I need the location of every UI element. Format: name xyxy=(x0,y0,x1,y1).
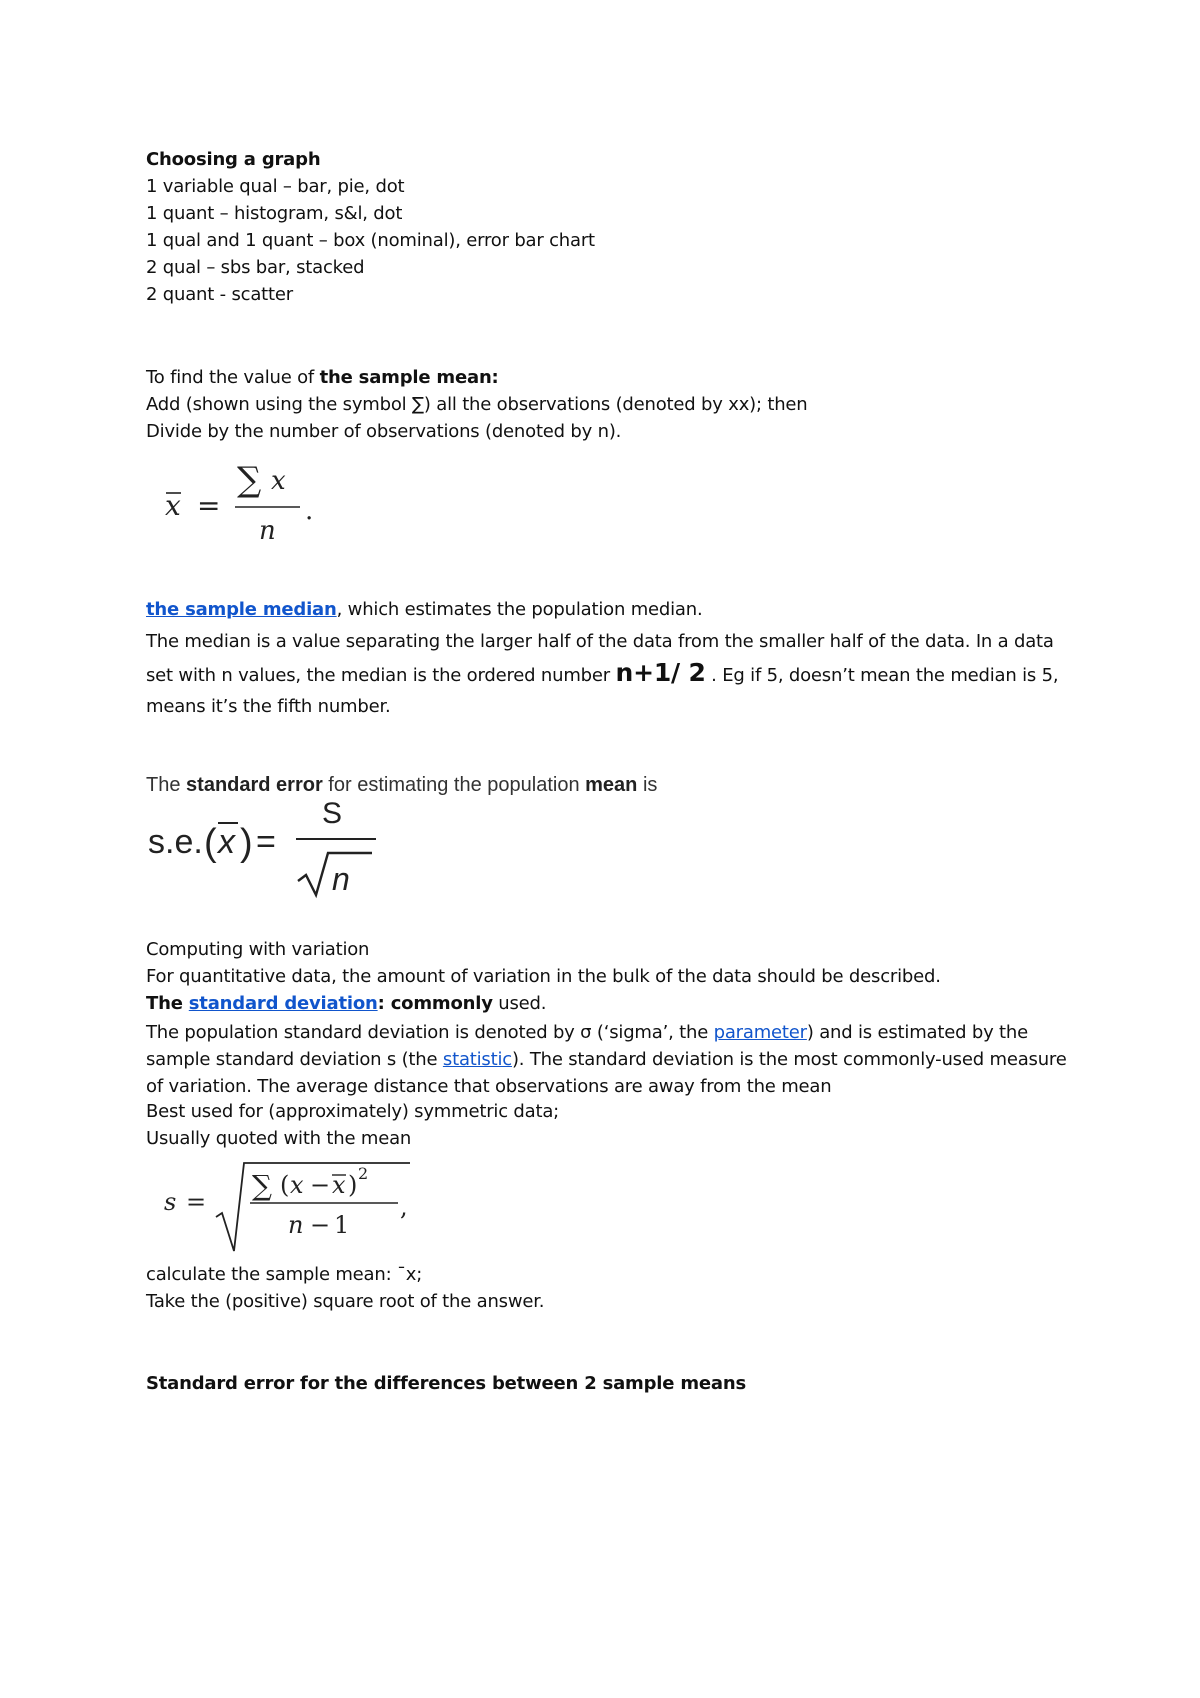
svg-text:−: − xyxy=(310,1171,331,1199)
median-paragraph xyxy=(146,626,1076,722)
stderr-bold-2: mean xyxy=(585,774,638,796)
median-after-link: , which estimates the population median. xyxy=(336,599,703,620)
final-heading: Standard error for the differences between 2 sample means xyxy=(146,1373,746,1394)
graph-line-1: 1 variable qual – bar, pie, dot xyxy=(146,176,405,197)
stderr-post: is xyxy=(637,774,658,796)
stderr-mid: for estimating the population xyxy=(322,774,586,796)
svg-text:=: = xyxy=(186,1188,207,1216)
svg-text:∑: ∑ xyxy=(237,460,262,500)
svg-text:1: 1 xyxy=(334,1211,350,1239)
best-used-line: Best used for (approximately) symmetric data; xyxy=(146,1101,560,1122)
population-sd-paragraph xyxy=(146,1019,1076,1100)
stderr-pre: The xyxy=(146,774,187,796)
svg-text:=: = xyxy=(197,489,221,522)
svg-text:S: S xyxy=(322,797,343,830)
svg-text:s.e.: s.e. xyxy=(148,823,203,861)
svg-text:(: ( xyxy=(204,822,217,864)
median-line xyxy=(146,598,703,622)
svg-text:,: , xyxy=(400,1193,408,1221)
median-formula-text: n+1/ 2 xyxy=(615,658,706,687)
sd-line xyxy=(146,992,546,1016)
variation-quant: For quantitative data, the amount of variation in the bulk of the data should be described. xyxy=(146,966,941,987)
mean-intro-bold: the sample mean: xyxy=(319,367,499,388)
svg-text:2: 2 xyxy=(358,1164,369,1183)
standard-error-formula xyxy=(146,795,406,905)
sample-median-link[interactable]: the sample median xyxy=(146,599,337,620)
svg-text:x: x xyxy=(290,1171,304,1199)
mean-intro xyxy=(146,366,499,390)
sd-post: used. xyxy=(492,993,547,1014)
svg-text:(: ( xyxy=(280,1171,290,1199)
stderr-bold-1: standard error xyxy=(186,774,323,796)
pop-post: ). The standard deviation is the most commonly-used measure of variation. The average distance that observations are away from the mean xyxy=(146,1049,1067,1097)
svg-text:): ) xyxy=(348,1171,358,1199)
stderr-line xyxy=(146,773,657,797)
graph-line-2: 1 quant – histogram, s&l, dot xyxy=(146,203,403,224)
parameter-link[interactable]: parameter xyxy=(713,1022,807,1043)
pop-pre: The population standard deviation is denoted by σ (‘sigma’, the xyxy=(146,1022,714,1043)
svg-text:): ) xyxy=(240,822,253,864)
median-para-1: The median is a value separating the larger half of the data from the smaller half of the data. In a data set with n values, the median is the ordered number xyxy=(146,631,1054,686)
variation-heading: Computing with variation xyxy=(146,939,370,960)
calc-mean-line: calculate the sample mean: ¯x; xyxy=(146,1264,423,1285)
sample-mean-formula xyxy=(155,455,355,555)
svg-text:n: n xyxy=(332,861,350,897)
svg-text:x: x xyxy=(332,1171,346,1199)
median-para-2: . Eg if 5, doesn’t mean the median is 5, means it’s the fifth number. xyxy=(146,665,1059,717)
mean-add: Add (shown using the symbol ∑) all the observations (denoted by xx); then xyxy=(146,394,808,415)
graph-line-5: 2 quant - scatter xyxy=(146,284,293,305)
svg-text:x: x xyxy=(165,489,181,522)
square-root-line: Take the (positive) square root of the answer. xyxy=(146,1291,545,1312)
svg-text:−: − xyxy=(310,1211,331,1239)
usually-quoted-line: Usually quoted with the mean xyxy=(146,1128,412,1149)
graph-heading: Choosing a graph xyxy=(146,149,321,170)
svg-text:∑: ∑ xyxy=(252,1169,272,1202)
svg-text:.: . xyxy=(305,496,314,526)
svg-text:n: n xyxy=(288,1211,304,1239)
svg-text:s: s xyxy=(164,1188,177,1216)
graph-line-4: 2 qual – sbs bar, stacked xyxy=(146,257,365,278)
svg-text:n: n xyxy=(259,516,276,546)
pop-mid: ) and is estimated by the sample standard deviation s (the xyxy=(146,1022,1028,1070)
sd-post-bold: : commonly xyxy=(377,993,493,1014)
svg-text:x: x xyxy=(218,823,235,861)
statistic-link[interactable]: statistic xyxy=(442,1049,512,1070)
svg-text:=: = xyxy=(256,823,276,861)
mean-divide: Divide by the number of observations (denoted by n). xyxy=(146,421,622,442)
mean-intro-text: To find the value of xyxy=(146,367,320,388)
graph-line-3: 1 qual and 1 quant – box (nominal), error bar chart xyxy=(146,230,595,251)
standard-deviation-formula xyxy=(160,1155,430,1255)
svg-text:x: x xyxy=(271,466,286,496)
sd-pre: The xyxy=(146,993,189,1014)
standard-deviation-link[interactable]: standard deviation xyxy=(188,993,378,1014)
